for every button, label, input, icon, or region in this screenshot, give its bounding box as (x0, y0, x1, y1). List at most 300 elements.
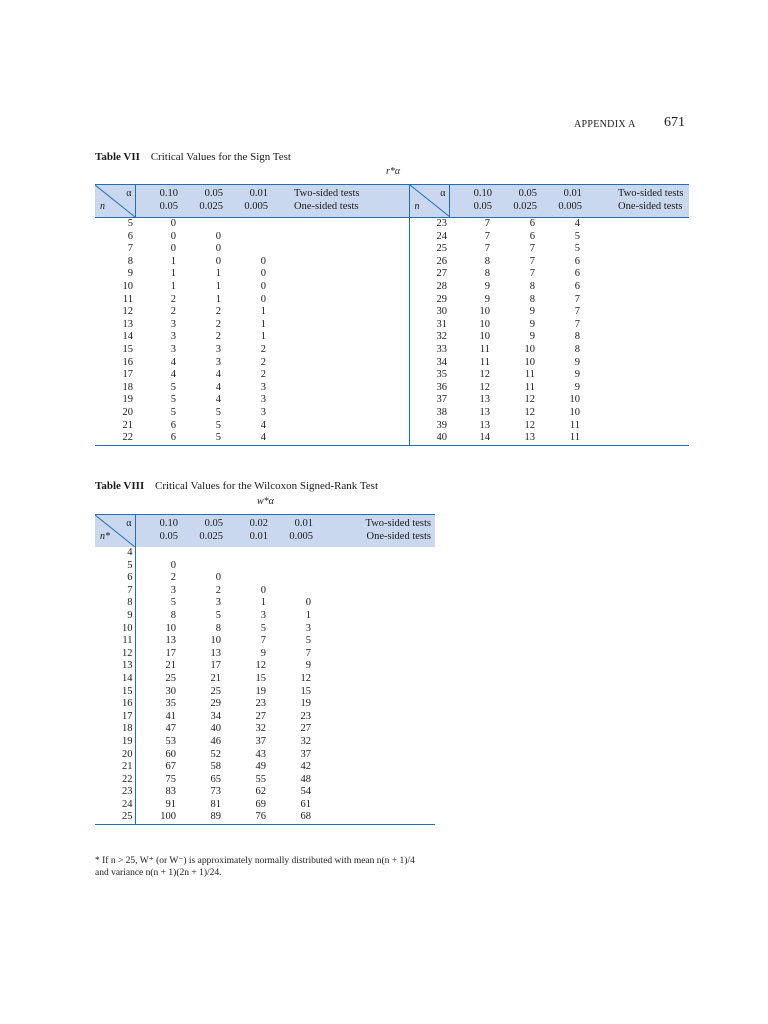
table-row (95, 660, 435, 673)
table-cell: 2 (215, 318, 221, 330)
table-cell: 12 (255, 660, 266, 672)
table-cell (268, 281, 409, 294)
table-cell: 5 (574, 230, 580, 242)
table-cell: 0 (170, 230, 176, 242)
table-cell: 4 (95, 547, 135, 560)
table-cell: 8 (574, 343, 580, 355)
alpha-col-1: 0.10 0.05 (159, 518, 178, 542)
table-cell (313, 673, 435, 686)
alpha-label: α (440, 188, 446, 199)
table-cell (178, 560, 223, 573)
table-cell: 2 (260, 369, 266, 381)
table-cell: 10 (524, 356, 535, 368)
table-row (95, 610, 435, 623)
table-cell (582, 344, 689, 357)
table-cell: 49 (255, 761, 266, 773)
table-cell: 7 (260, 635, 266, 647)
table-cell (178, 547, 223, 560)
table-cell (313, 749, 435, 762)
table-row (95, 673, 435, 686)
table-cell: 1 (260, 331, 266, 343)
table-cell (313, 686, 435, 699)
table-cell: 1 (215, 280, 221, 292)
table-cell: 19 (300, 698, 311, 710)
table-cell: 10 (210, 635, 221, 647)
table-cell: 12 (122, 306, 133, 318)
table-cell (268, 344, 409, 357)
table-cell: 0 (260, 268, 266, 280)
table-cell: 4 (215, 381, 221, 393)
alpha-col-4: 0.01 0.005 (289, 518, 313, 542)
table-cell (313, 711, 435, 724)
n-star-label: n* (100, 531, 110, 543)
table-cell (268, 243, 409, 256)
table-cell: 2 (260, 356, 266, 368)
table-row (95, 394, 689, 407)
table-row (95, 698, 435, 711)
table-cell: 10 (122, 280, 133, 292)
table-cell: 10 (524, 343, 535, 355)
table-cell: 7 (529, 255, 535, 267)
table-cell (135, 547, 178, 560)
table-cell (268, 294, 409, 307)
table-cell: 2 (215, 306, 221, 318)
table-cell: 35 (436, 369, 447, 381)
table-cell: 47 (165, 723, 176, 735)
table-cell: 3 (215, 597, 221, 609)
table-cell: 27 (300, 723, 311, 735)
table-cell (223, 547, 268, 560)
table-cell: 12 (524, 419, 535, 431)
table-cell: 0 (215, 243, 221, 255)
table-cell (268, 231, 409, 244)
running-header-section: APPENDIX A (574, 119, 636, 130)
table-cell: 30 (436, 306, 447, 318)
table-cell (313, 698, 435, 711)
table-cell: 37 (255, 735, 266, 747)
table8-alpha-n-cell (95, 515, 135, 548)
table-cell: 16 (95, 698, 135, 711)
table-cell: 100 (160, 811, 176, 823)
table-cell: 19 (255, 685, 266, 697)
table-cell: 32 (300, 735, 311, 747)
table-cell: 7 (574, 318, 580, 330)
table-cell: 34 (210, 710, 221, 722)
table-cell (268, 382, 409, 395)
table-cell: 83 (165, 786, 176, 798)
table-row (95, 560, 435, 573)
table-cell: 2 (170, 572, 176, 584)
table-cell: 23 (255, 698, 266, 710)
table-cell: 7 (529, 268, 535, 280)
alpha-label: α (126, 518, 132, 529)
table-cell: 9 (529, 318, 535, 330)
table-cell: 0 (260, 280, 266, 292)
table-cell: 43 (255, 748, 266, 760)
table-cell: 20 (95, 749, 135, 762)
table8-body (95, 547, 435, 825)
alpha-col-1: 0.10 0.05 (159, 188, 178, 212)
table-cell: 10 (569, 394, 580, 406)
table-cell: 21 (165, 660, 176, 672)
table-cell: 23 (300, 710, 311, 722)
table-cell (582, 331, 689, 344)
table-cell: 6 (529, 230, 535, 242)
table-cell: 10 (479, 318, 490, 330)
table-cell: 9 (574, 381, 580, 393)
table-cell: 12 (524, 394, 535, 406)
table-cell (268, 268, 409, 281)
table-row (95, 585, 435, 598)
table-cell: 8 (170, 609, 176, 621)
table-cell: 1 (260, 306, 266, 318)
table-cell (313, 774, 435, 787)
table-cell: 62 (255, 786, 266, 798)
table-row (95, 648, 435, 661)
table-cell (268, 369, 409, 382)
table-cell (268, 407, 409, 420)
table-cell: 2 (215, 331, 221, 343)
table-cell: 6 (574, 268, 580, 280)
table-cell (313, 585, 435, 598)
table-cell (268, 420, 409, 433)
table-cell: 0 (215, 572, 221, 584)
table-cell (223, 560, 268, 573)
table-cell: 9 (127, 268, 133, 280)
table-cell: 25 (165, 672, 176, 684)
table-row (95, 331, 689, 344)
table-cell: 21 (95, 761, 135, 774)
table-row (95, 357, 689, 370)
table-cell: 25 (210, 685, 221, 697)
table-cell: 15 (122, 343, 133, 355)
table-cell: 24 (95, 799, 135, 812)
table-cell: 1 (305, 609, 311, 621)
table-cell (582, 394, 689, 407)
table-cell: 6 (574, 280, 580, 292)
table-cell: 3 (170, 584, 176, 596)
table-row (95, 761, 435, 774)
table-row (95, 369, 689, 382)
table-cell: 89 (210, 811, 221, 823)
table-row (95, 547, 435, 560)
alpha-col-3: 0.02 0.01 (249, 518, 268, 542)
table-cell: 5 (127, 218, 133, 229)
table-cell: 73 (210, 786, 221, 798)
table-row (95, 407, 689, 420)
table-cell: 0 (170, 243, 176, 255)
table-cell (268, 331, 409, 344)
table-cell: 35 (165, 698, 176, 710)
n-label: n (100, 201, 105, 213)
table-cell (582, 256, 689, 269)
table-cell: 7 (574, 293, 580, 305)
table-cell: 18 (95, 723, 135, 736)
table-cell: 12 (300, 672, 311, 684)
table-cell (313, 623, 435, 636)
table-cell: 22 (95, 774, 135, 787)
table-cell: 8 (529, 280, 535, 292)
table-cell: 4 (260, 419, 266, 431)
table-cell: 6 (170, 432, 176, 444)
table-cell: 3 (305, 622, 311, 634)
table-cell: 2 (260, 343, 266, 355)
table-cell: 27 (436, 268, 447, 280)
table-cell: 13 (524, 432, 535, 444)
alpha-col-2: 0.05 0.025 (199, 188, 223, 212)
table-cell: 13 (479, 394, 490, 406)
table-cell: 53 (165, 735, 176, 747)
table-cell: 5 (215, 419, 221, 431)
table-cell: 8 (484, 255, 490, 267)
table-cell: 67 (165, 761, 176, 773)
table-cell: 2 (215, 584, 221, 596)
table-cell: 34 (436, 356, 447, 368)
table-cell: 11 (524, 369, 535, 381)
table-cell (313, 761, 435, 774)
table-cell: 3 (260, 406, 266, 418)
table-cell (313, 723, 435, 736)
table-cell: 40 (210, 723, 221, 735)
table-cell: 1 (170, 280, 176, 292)
table-cell: 13 (165, 635, 176, 647)
table-row (95, 597, 435, 610)
table-cell: 81 (210, 798, 221, 810)
table-cell: 7 (484, 230, 490, 242)
table-cell: 7 (95, 585, 135, 598)
table-cell: 13 (479, 419, 490, 431)
table-cell: 40 (436, 432, 447, 444)
table-cell: 38 (436, 406, 447, 418)
test-type-labels: Two-sided tests One-sided tests (365, 518, 431, 542)
table-cell: 30 (165, 685, 176, 697)
table-cell: 5 (215, 609, 221, 621)
table-row (95, 256, 689, 269)
table-cell: 69 (255, 798, 266, 810)
table-row (95, 420, 689, 433)
table-cell: 3 (170, 318, 176, 330)
table-cell: 9 (484, 293, 490, 305)
table-cell: 10 (479, 331, 490, 343)
table-cell (582, 432, 689, 445)
table-cell: 7 (127, 243, 133, 255)
table-cell (223, 231, 268, 244)
table-cell: 1 (260, 597, 266, 609)
table-cell: 13 (122, 318, 133, 330)
table-cell: 12 (95, 648, 135, 661)
footnote-line-2: and variance n(n + 1)(2n + 1)/24. (95, 867, 222, 878)
table-cell: 12 (479, 381, 490, 393)
table-cell: 14 (122, 331, 133, 343)
table-cell: 17 (165, 647, 176, 659)
table-cell: 5 (170, 597, 176, 609)
table-cell: 7 (484, 243, 490, 255)
table-cell: 8 (574, 331, 580, 343)
table-row (95, 344, 689, 357)
table-row (95, 786, 435, 799)
table-cell: 11 (122, 293, 133, 305)
table-row (95, 811, 435, 824)
table7-title: Critical Values for the Sign Test (150, 151, 291, 163)
table-cell: 4 (170, 369, 176, 381)
table-cell: 42 (300, 761, 311, 773)
table-cell: 1 (170, 255, 176, 267)
alpha-label: α (126, 188, 132, 199)
table-cell: 9 (529, 331, 535, 343)
table-cell: 41 (165, 710, 176, 722)
table8-label: Table VIII (95, 480, 145, 492)
table-cell: 11 (524, 381, 535, 393)
table-cell: 6 (127, 230, 133, 242)
table-cell: 11 (569, 419, 580, 431)
table-cell (268, 572, 313, 585)
table-cell (582, 407, 689, 420)
table-cell (268, 218, 409, 231)
table-row (95, 736, 435, 749)
table-cell: 7 (574, 306, 580, 318)
table-cell: 6 (95, 572, 135, 585)
table-cell: 16 (122, 356, 133, 368)
table7-alpha-n-cell-right (409, 185, 449, 218)
table-cell: 0 (170, 559, 176, 571)
table-row (95, 231, 689, 244)
table-row (95, 723, 435, 736)
table-row (95, 749, 435, 762)
table-cell: 31 (436, 318, 447, 330)
table-cell: 54 (300, 786, 311, 798)
table7-label: Table VII (95, 151, 140, 163)
table-cell: 5 (305, 635, 311, 647)
table7-sign-test (95, 184, 689, 446)
table-cell: 32 (436, 331, 447, 343)
table-cell (268, 357, 409, 370)
footnote-line-1: * If n > 25, W⁺ (or W⁻) is approximately normally distributed with mean n(n + 1)/4 (95, 856, 415, 866)
table-cell: 55 (255, 773, 266, 785)
table-cell (223, 218, 268, 231)
table-cell: 20 (122, 406, 133, 418)
table-cell: 3 (215, 343, 221, 355)
table-cell: 15 (300, 685, 311, 697)
table-cell: 5 (215, 406, 221, 418)
table-cell: 23 (95, 786, 135, 799)
table-cell: 9 (95, 610, 135, 623)
table-cell: 0 (260, 255, 266, 267)
table-cell: 91 (165, 798, 176, 810)
alpha-col-1-right: 0.10 0.05 (473, 188, 492, 212)
table-cell: 4 (170, 356, 176, 368)
table-cell: 13 (479, 406, 490, 418)
table-row (95, 686, 435, 699)
table-cell (313, 635, 435, 648)
table-cell: 48 (300, 773, 311, 785)
table-cell: 32 (255, 723, 266, 735)
table-cell: 4 (574, 218, 580, 229)
table-cell: 5 (170, 406, 176, 418)
table-cell: 10 (479, 306, 490, 318)
table-cell: 5 (95, 560, 135, 573)
table-cell (582, 319, 689, 332)
table-cell: 37 (300, 748, 311, 760)
table-cell: 4 (215, 369, 221, 381)
table-cell (313, 660, 435, 673)
table-cell (582, 306, 689, 319)
table-cell (582, 382, 689, 395)
table-cell: 2 (170, 293, 176, 305)
table-cell: 11 (479, 356, 490, 368)
table-cell: 17 (122, 369, 133, 381)
table8-header-row (95, 515, 435, 548)
table-cell: 7 (484, 218, 490, 229)
table-cell: 46 (210, 735, 221, 747)
table-cell: 14 (479, 432, 490, 444)
table-cell: 3 (260, 394, 266, 406)
table-row (95, 572, 435, 585)
table-cell: 1 (215, 293, 221, 305)
table-cell: 13 (95, 660, 135, 673)
table-cell: 8 (95, 597, 135, 610)
table-cell (582, 268, 689, 281)
table-cell: 12 (524, 406, 535, 418)
table-cell: 0 (170, 218, 176, 229)
table-cell (313, 648, 435, 661)
table-cell: 13 (210, 647, 221, 659)
table-cell: 11 (95, 635, 135, 648)
table-cell (178, 218, 223, 231)
table-cell: 33 (436, 343, 447, 355)
test-type-labels-right: Two-sided tests One-sided tests (618, 188, 684, 212)
table-cell: 76 (255, 811, 266, 823)
table-row (95, 635, 435, 648)
table-row (95, 623, 435, 636)
table-cell: 21 (122, 419, 133, 431)
table-cell (268, 547, 313, 560)
table-cell: 9 (574, 369, 580, 381)
table-cell (268, 560, 313, 573)
table-cell (582, 243, 689, 256)
table-row (95, 281, 689, 294)
test-type-labels: Two-sided tests One-sided tests (268, 185, 409, 218)
table7-body (95, 218, 689, 446)
table-cell: 25 (436, 243, 447, 255)
table-cell: 1 (215, 268, 221, 280)
table-cell: 14 (95, 673, 135, 686)
table-cell (313, 560, 435, 573)
table-cell: 3 (260, 381, 266, 393)
table-cell: 1 (260, 318, 266, 330)
table8-footnote (95, 856, 455, 879)
table-cell (313, 811, 435, 824)
table-cell: 5 (215, 432, 221, 444)
alpha-col-3: 0.01 0.005 (244, 188, 268, 212)
table-cell: 7 (529, 243, 535, 255)
table-cell: 60 (165, 748, 176, 760)
table-cell: 5 (170, 394, 176, 406)
table-cell: 3 (170, 343, 176, 355)
table-cell: 3 (215, 356, 221, 368)
table-cell: 22 (122, 432, 133, 444)
table-cell (223, 572, 268, 585)
table-cell: 9 (260, 647, 266, 659)
table-cell (582, 218, 689, 231)
table-cell: 11 (569, 432, 580, 444)
table-cell (268, 319, 409, 332)
table-row (95, 774, 435, 787)
table-cell (582, 420, 689, 433)
table-cell (313, 736, 435, 749)
table8-title: Critical Values for the Wilcoxon Signed-Rank Test (154, 480, 379, 492)
table-cell: 9 (574, 356, 580, 368)
table-row (95, 382, 689, 395)
